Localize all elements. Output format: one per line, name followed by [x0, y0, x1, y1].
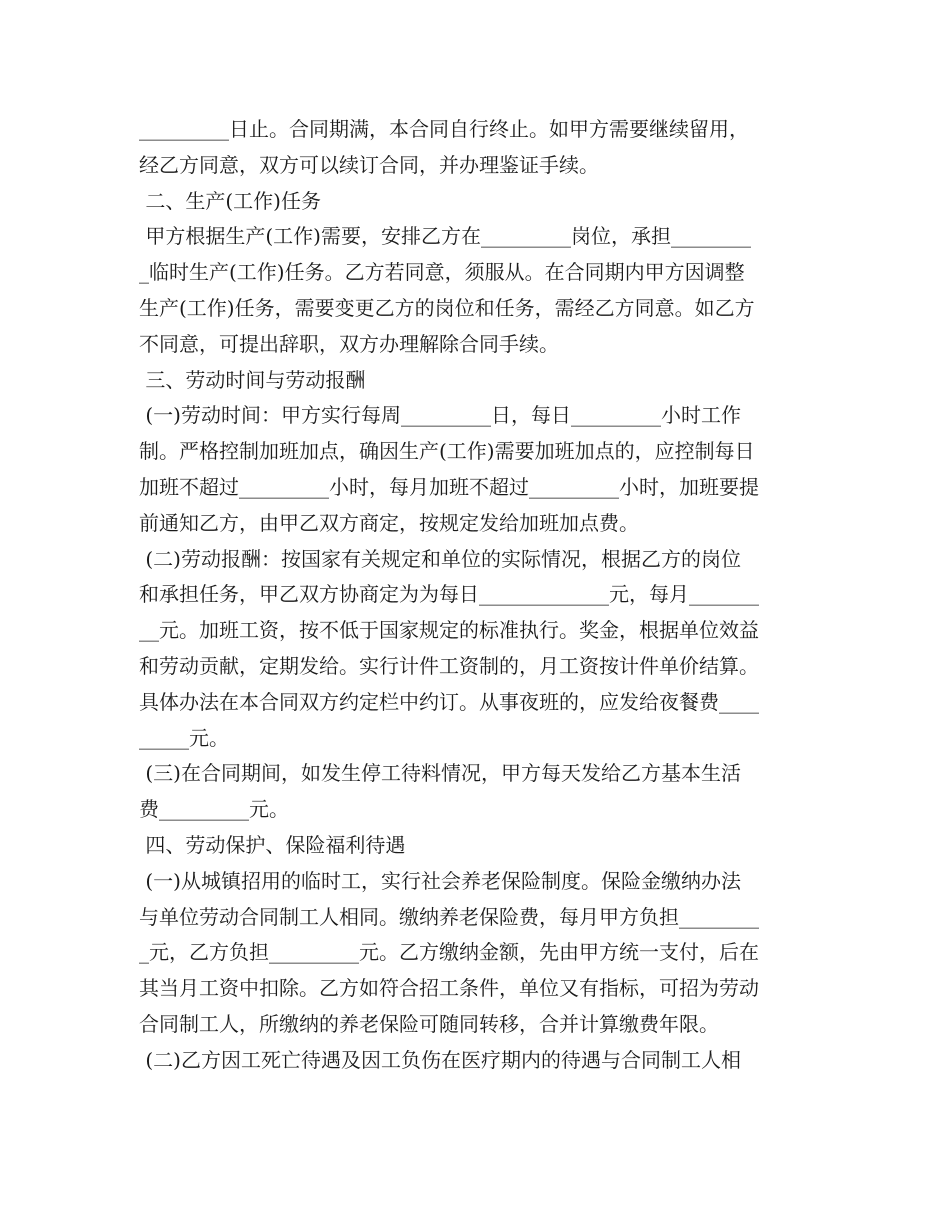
- section-heading-working-time-and-pay: 三、劳动时间与劳动报酬: [139, 367, 366, 392]
- text-line: 与单位劳动合同制工人相同。缴纳养老保险费，每月甲方负担________: [139, 904, 759, 929]
- section-heading-production-tasks: 二、生产(工作)任务: [139, 188, 321, 213]
- text-line: _____元。: [139, 725, 229, 750]
- text-line: 费_________元。: [139, 797, 289, 822]
- text-line: (一)从城镇招用的临时工，实行社会养老保险制度。保险金缴纳办法: [139, 868, 741, 893]
- text-line: 前通知乙方，由甲乙双方商定，按规定发给加班加点费。: [139, 510, 639, 535]
- text-line: (二)乙方因工死亡待遇及因工负伤在医疗期内的待遇与合同制工人相: [139, 1047, 741, 1072]
- text-line: _元，乙方负担_________元。乙方缴纳金额，先由甲方统一支付，后在: [139, 940, 759, 965]
- text-line: 不同意，可提出辞职，双方办理解除合同手续。: [139, 331, 559, 356]
- contract-body-text: [139, 112, 819, 1079]
- section-heading-protection-and-welfare: 四、劳动保护、保险福利待遇: [139, 832, 406, 857]
- text-line: 生产(工作)任务，需要变更乙方的岗位和任务，需经乙方同意。如乙方: [139, 295, 755, 320]
- text-line: 和承担任务，甲乙双方协商定为为每日_____________元，每月_______: [139, 582, 759, 607]
- text-line: __元。加班工资，按不低于国家规定的标准执行。奖金，根据单位效益: [139, 618, 759, 643]
- text-line: (三)在合同期间，如发生停工待料情况，甲方每天发给乙方基本生活: [139, 761, 741, 786]
- text-line: 经乙方同意，双方可以续订合同，并办理鉴证手续。: [139, 152, 599, 177]
- text-line: _________日止。合同期满，本合同自行终止。如甲方需要继续留用，: [139, 117, 749, 141]
- text-line: (二)劳动报酬：按国家有关规定和单位的实际情况，根据乙方的岗位: [139, 546, 741, 571]
- text-line: 制。严格控制加班加点，确因生产(工作)需要加班加点的，应控制每日: [139, 439, 755, 464]
- text-line: 甲方根据生产(工作)需要，安排乙方在_________岗位，承担________: [139, 224, 751, 249]
- text-line: 加班不超过_________小时，每月加班不超过_________小时，加班要提: [139, 474, 759, 499]
- text-line: 合同制工人，所缴纳的养老保险可随同转移，合并计算缴费年限。: [139, 1011, 719, 1036]
- text-line: 具体办法在本合同双方约定栏中约订。从事夜班的，应发给夜餐费____: [139, 689, 759, 714]
- text-line: _临时生产(工作)任务。乙方若同意，须服从。在合同期内甲方因调整: [139, 260, 745, 285]
- text-line: (一)劳动时间：甲方实行每周_________日，每日_________小时工作: [139, 403, 741, 428]
- text-line: 其当月工资中扣除。乙方如符合招工条件，单位又有指标，可招为劳动: [139, 976, 759, 1001]
- text-line: 和劳动贡献，定期发给。实行计件工资制的，月工资按计件单价结算。: [139, 653, 759, 678]
